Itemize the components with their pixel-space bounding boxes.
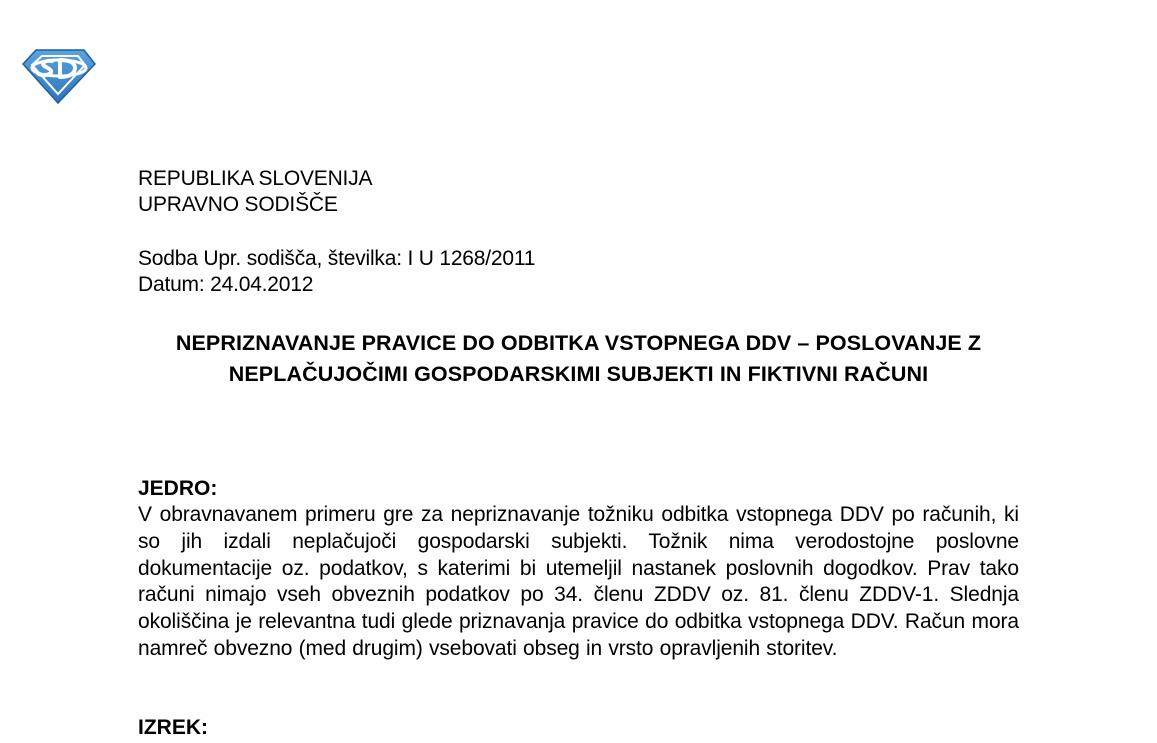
- document-title: NEPRIZNAVANJE PRAVICE DO ODBITKA VSTOPNEGA DDV – POSLOVANJE Z NEPLAČUJOČIMI GOSPODARSKIMI SUBJEKTI IN FIKTIVNI RAČUNI: [175, 331, 982, 386]
- country-name: REPUBLIKA SLOVENIJA: [138, 167, 373, 190]
- sd-logo-icon: [22, 48, 96, 104]
- case-reference: Sodba Upr. sodišča, številka: I U 1268/2011: [138, 247, 536, 270]
- jedro-heading: JEDRO:: [138, 477, 218, 500]
- jedro-text: V obravnavanem primeru gre za nepriznavanje tožniku odbitka vstopnega DDV po računih, ki so jih izdali neplačujoči gospodarski subjekti. Tožnik nima verodostojne poslovne dokumentacije oz. podatkov, s katerimi bi utemeljil nastanek poslovnih dogodkov. Prav tako računi nimajo vseh obveznih podatkov po 34. členu ZDDV oz. 81. členu ZDDV-1. Slednja okoliščina je relevantna tudi glede priznavanja pravice do odbitka vstopnega DDV. Račun mora namreč obvezno (med drugim) vsebovati obseg in vrsto opravljenih storitev.: [138, 503, 1019, 660]
- izrek-heading: IZREK:: [138, 716, 208, 739]
- court-name: UPRAVNO SODIŠČE: [138, 193, 338, 216]
- case-date: Datum: 24.04.2012: [138, 273, 314, 296]
